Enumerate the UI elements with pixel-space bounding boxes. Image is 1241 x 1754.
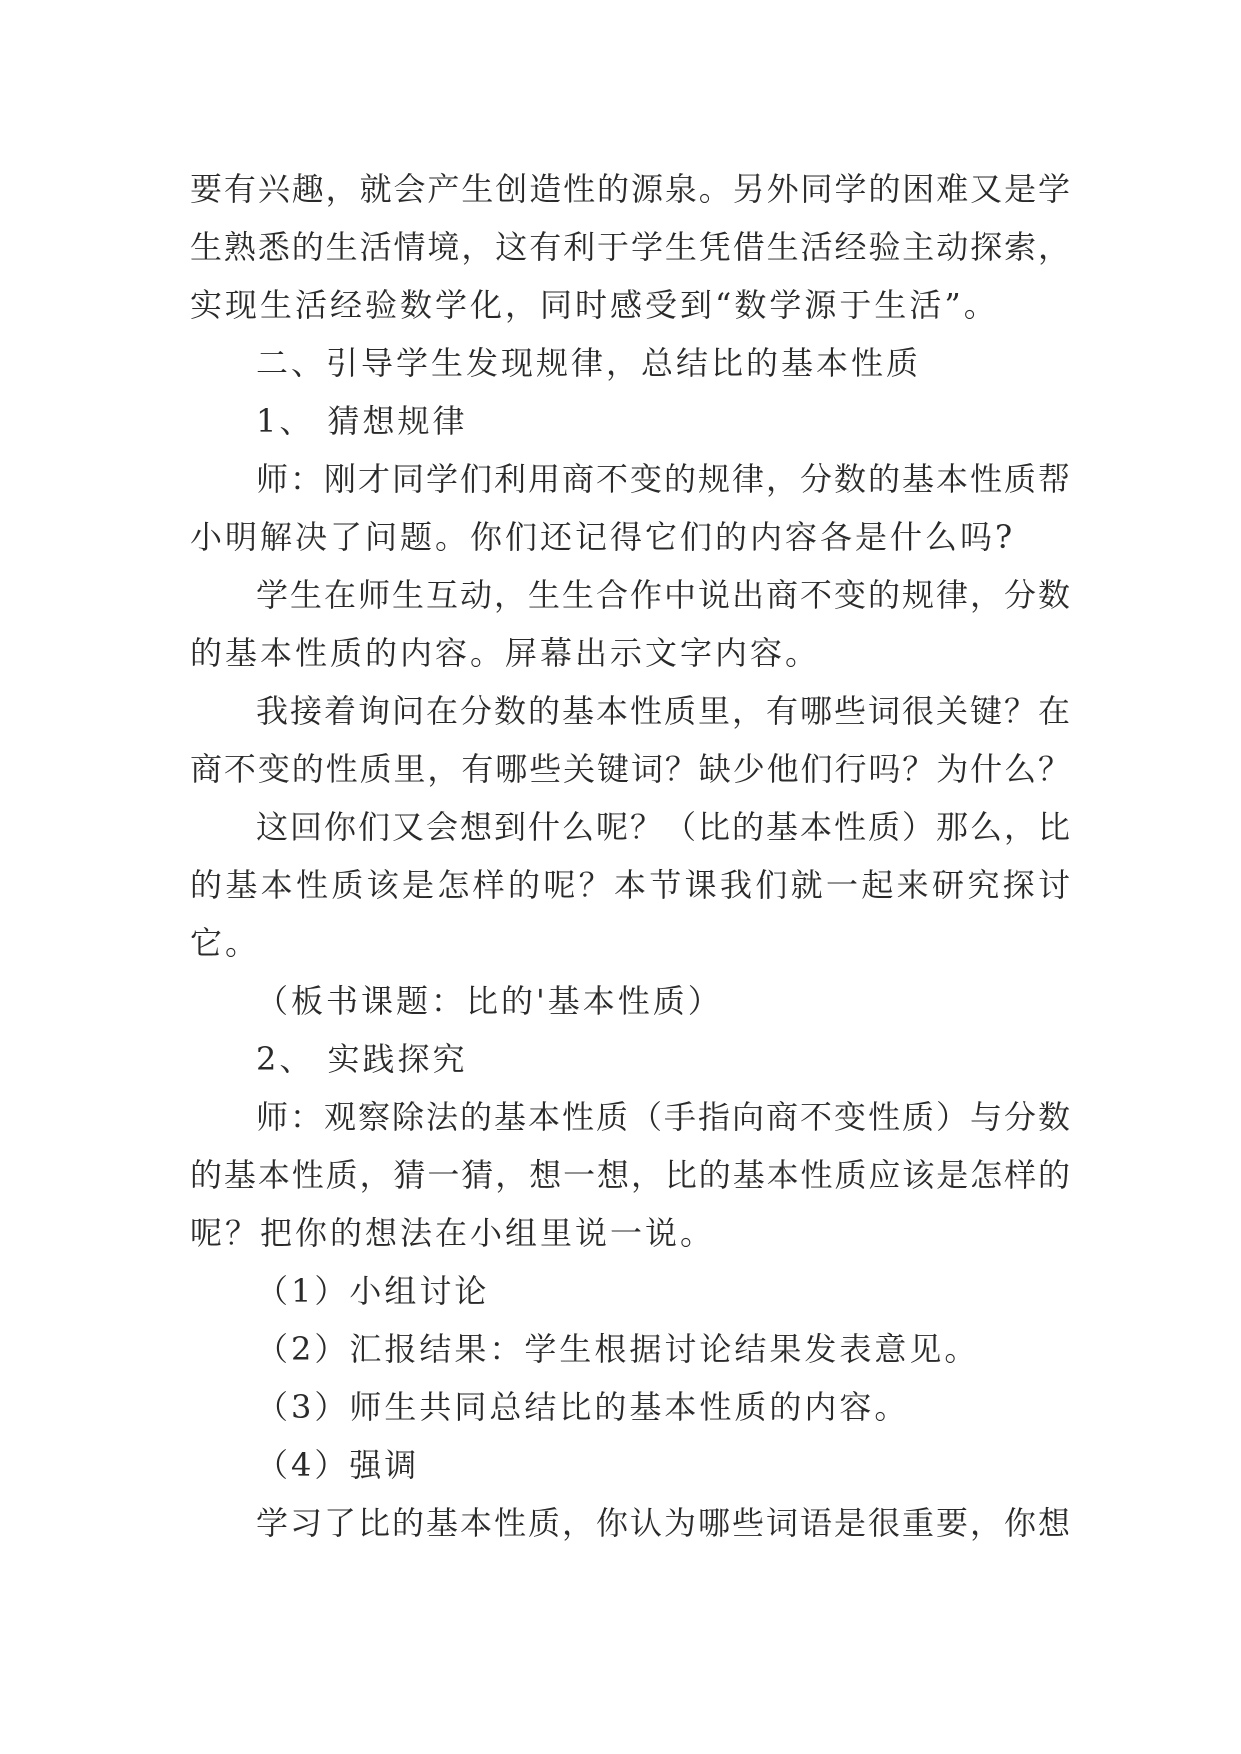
paragraph-line: 商不变的性质里，有哪些关键词？缺少他们行吗？为什么？	[190, 750, 1070, 788]
list-item: （1）小组讨论	[256, 1272, 490, 1310]
section-heading: 二、引导学生发现规律，总结比的基本性质	[256, 344, 922, 382]
paragraph-line: 的基本性质的内容。屏幕出示文字内容。	[190, 634, 821, 672]
paragraph-line: 的基本性质该是怎样的呢？本节课我们就一起来研究探讨	[190, 866, 1070, 904]
list-item: （3）师生共同总结比的基本性质的内容。	[256, 1388, 910, 1426]
paragraph-line: 生熟悉的生活情境，这有利于学生凭借生活经验主动探索，	[190, 228, 1070, 266]
paragraph-line: 学生在师生互动，生生合作中说出商不变的规律，分数	[256, 576, 1070, 614]
paragraph-line: 师：刚才同学们利用商不变的规律，分数的基本性质帮	[256, 460, 1070, 498]
paragraph-line: 小明解决了问题。你们还记得它们的内容各是什么吗?	[190, 518, 1016, 556]
paragraph-line: 学习了比的基本性质，你认为哪些词语是很重要，你想	[256, 1504, 1070, 1542]
paragraph-line: 师：观察除法的基本性质（手指向商不变性质）与分数	[256, 1098, 1070, 1136]
paragraph-line: 这回你们又会想到什么呢？（比的基本性质）那么，比	[256, 808, 1070, 846]
paragraph-line: 呢？把你的想法在小组里说一说。	[190, 1214, 716, 1252]
paragraph-line: 实现生活经验数学化，同时感受到“数学源于生活”。	[190, 286, 999, 324]
paragraph-line: 我接着询问在分数的基本性质里，有哪些词很关键？在	[256, 692, 1070, 730]
paragraph-line: 的基本性质，猜一猜，想一想，比的基本性质应该是怎样的	[190, 1156, 1070, 1194]
paragraph-line: 要有兴趣，就会产生创造性的源泉。另外同学的困难又是学	[190, 170, 1070, 208]
paragraph-line: 它。	[190, 924, 261, 962]
subsection-heading: 1、 猜想规律	[256, 402, 468, 440]
list-item: （2）汇报结果：学生根据讨论结果发表意见。	[256, 1330, 980, 1368]
board-title-note: （板书课题：比的'基本性质）	[256, 982, 723, 1020]
subsection-heading: 2、 实践探究	[256, 1040, 468, 1078]
list-item: （4）强调	[256, 1446, 420, 1484]
document-body	[190, 160, 1070, 1552]
